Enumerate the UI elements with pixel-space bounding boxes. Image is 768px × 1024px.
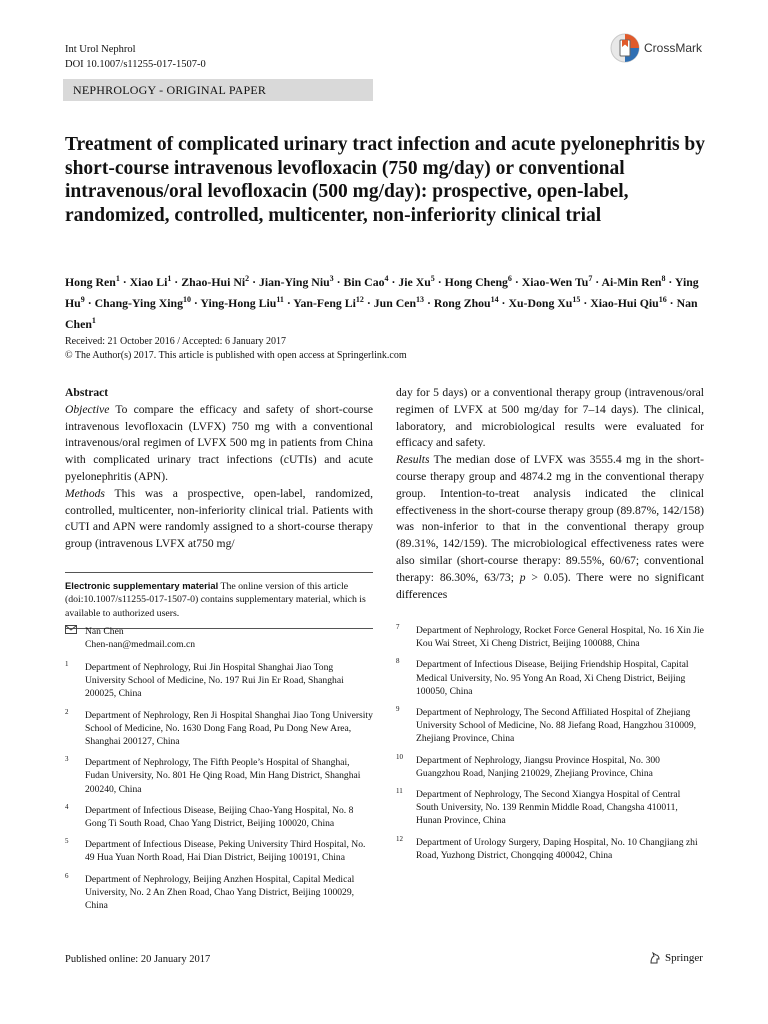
affiliation-text: Department of Infectious Disease, Peking University Third Hospital, No. 49 Hua Yuan North Road, Hai Dian District, Beijing 100191, China (85, 839, 366, 864)
methods-label: Methods (65, 486, 105, 500)
abstract-right-column (396, 385, 704, 603)
affiliation-item (396, 754, 704, 780)
affiliation-item (396, 658, 704, 698)
author-name[interactable]: Zhao-Hui Ni (181, 274, 246, 289)
author-separator: · (580, 295, 591, 310)
author-separator: · (283, 295, 294, 310)
license-text: © The Author(s) 2017. This article is published with open access at Springerlink.com (65, 349, 407, 361)
affiliation-number: 1 (65, 660, 69, 668)
affiliation-text: Department of Nephrology, The Second Affiliated Hospital of Zhejiang University School of Medicine, No. 88 Jiefang Road, Hangzhou 310009, Zhejiang Province, China (416, 707, 697, 745)
contact-row (65, 625, 373, 651)
affiliation-number: 10 (396, 752, 403, 761)
author-affiliation-number: 6 (507, 274, 512, 283)
affiliation-item (396, 788, 704, 828)
author-name[interactable]: Ai-Min Ren (601, 274, 662, 289)
methods-text-right: day for 5 days) or a conventional therapy group (intravenous/oral regimen of LVFX at 500 mg/day for 7–14 days). The clinical, laboratory, and microbiological results were evaluated for efficacy and safety. (396, 386, 704, 450)
author-name[interactable]: Rong Zhou (433, 295, 491, 310)
author-separator: · (666, 295, 677, 310)
article-title: Treatment of complicated urinary tract infection and acute pyelonephritis by short-course intravenous levofloxacin (750 mg/day) or conventional intravenous/oral levofloxacin (500 mg/day): prospective, open-label, randomized, controlled, multicenter, non-inferiority clinical trial (65, 134, 705, 226)
author-affiliation-number: 8 (661, 274, 666, 283)
author-separator: · (171, 274, 182, 289)
author-name[interactable]: Jun Cen (373, 295, 417, 310)
affiliation-number: 3 (65, 755, 69, 764)
results-label: Results (396, 453, 430, 467)
author-list (65, 270, 710, 333)
affiliation-item (65, 838, 373, 864)
affiliation-item (65, 804, 373, 830)
objective-text: To compare the efficacy and safety of short-course intravenous levofloxacin (LVFX) 750 mg with a conventional intravenous/oral regimen of LVFX 500 mg in patients from China with complicated urinary tract infections (cUTIs) and acute pyelonephritis (APN). (65, 402, 373, 483)
author-name[interactable]: Xu-Dong Xu (508, 295, 573, 310)
p-symbol: p (519, 570, 526, 584)
author-separator: · (511, 274, 522, 289)
author-name[interactable]: Ying Hu (65, 274, 699, 310)
author-affiliation-number: 1 (91, 315, 96, 325)
author-affiliation-number: 11 (276, 294, 284, 304)
affiliation-text: Department of Infectious Disease, Beijing Friendship Hospital, Capital Medical University, No. 95 Yong An Road, Xi Cheng District, Beijing 100050, China (416, 659, 689, 697)
affiliation-item (396, 836, 704, 862)
author-separator: · (363, 295, 374, 310)
results-text: The median dose of LVFX was 3555.4 mg in the short-course therapy group and 4874.2 mg in the conventional therapy group. Intention-to-treat analysis indicated the clinical effectiveness in the short-course therapy group (89.87%, 142/158) was non-inferior to that in the conventional therapy group (89.31%, 142/159). The microbiological effectiveness rates were also similar (short-course therapy: 89.55%, 60/67; conventional therapy: 86.30%, 63/73; (396, 453, 704, 584)
author-name[interactable]: Xiao Li (129, 274, 168, 289)
affiliation-text: Department of Infectious Disease, Beijing Chao-Yang Hospital, No. 8 Gong Ti South Road, Chao Yang District, Beijing 100020, China (85, 804, 354, 830)
affiliation-text: Department of Nephrology, The Fifth People’s Hospital of Shanghai, Fudan University, No. 801 He Qing Road, Min Hang District, Shanghai 200240, China (85, 757, 361, 795)
author-name[interactable]: Ying-Hong Liu (200, 295, 277, 310)
abstract-results (396, 452, 704, 603)
affiliation-item (65, 756, 373, 796)
author-affiliation-number: 13 (416, 294, 425, 304)
affiliation-number: 12 (396, 834, 403, 843)
author-affiliation-number: 7 (588, 274, 593, 283)
author-name[interactable]: Yan-Feng Li (293, 295, 356, 310)
author-separator: · (333, 274, 344, 289)
supplementary-rule (65, 572, 373, 573)
crossmark-label: CrossMark (644, 41, 703, 55)
affiliation-number: 8 (396, 657, 400, 666)
affiliation-text: Department of Nephrology, Rui Jin Hospital Shanghai Jiao Tong University School of Medicine, No. 197 Rui Jin Er Road, Shanghai 200025, China (85, 662, 344, 700)
affiliation-text: Department of Nephrology, Ren Ji Hospital Shanghai Jiao Tong University School of Medicine, No. 1630 Dong Fang Road, Pu Dong New Area, Shanghai 200127, China (85, 709, 373, 748)
author-name[interactable]: Bin Cao (343, 274, 385, 289)
author-affiliation-number: 5 (430, 274, 435, 283)
author-name[interactable]: Hong Cheng (444, 274, 508, 289)
author-name[interactable]: Xiao-Wen Tu (521, 274, 589, 289)
affiliation-number: 6 (65, 871, 69, 880)
affiliation-item (396, 706, 704, 746)
author-affiliation-number: 3 (329, 274, 334, 283)
doi-text: DOI 10.1007/s11255-017-1507-0 (65, 59, 206, 70)
author-separator: · (249, 274, 259, 289)
affiliation-text: Department of Urology Surgery, Daping Hospital, No. 10 Changjiang zhi Road, Yuzhong District, Chongqing 400042, China (416, 836, 698, 861)
abstract-left-column (65, 385, 373, 553)
publisher-name: Springer (665, 952, 703, 964)
affiliation-number: 11 (396, 787, 403, 796)
author-affiliation-number: 1 (167, 274, 172, 283)
author-affiliation-number: 9 (80, 294, 85, 304)
author-affiliation-number: 16 (658, 294, 667, 304)
affiliation-number: 2 (65, 707, 69, 716)
contact-email[interactable]: Chen-nan@medmail.com.cn (85, 639, 196, 651)
affiliation-item (65, 661, 373, 701)
author-affiliation-number: 2 (245, 274, 250, 283)
supplementary-text: The online version of this article (doi:10.1007/s11255-017-1507-0) contains supplementary material, which is available to authorized users. (65, 581, 366, 619)
author-affiliation-number: 14 (490, 294, 499, 304)
crossmark-badge[interactable] (610, 33, 702, 63)
published-online: Published online: 20 January 2017 (65, 954, 211, 965)
affiliation-item (396, 624, 704, 650)
author-separator: · (388, 274, 399, 289)
results-text-end: > 0.05). There were no significant differences (396, 570, 704, 601)
author-separator: · (592, 274, 602, 289)
author-affiliation-number: 4 (384, 274, 389, 283)
abstract-methods (65, 486, 373, 553)
objective-label: Objective (65, 402, 110, 416)
supplementary-label: Electronic supplementary material (65, 580, 219, 591)
supplementary-note (65, 572, 373, 629)
journal-name: Int Urol Nephrol (65, 44, 136, 55)
author-name[interactable]: Xiao-Hui Qiu (590, 295, 659, 310)
author-affiliation-number: 12 (355, 294, 364, 304)
author-separator: · (424, 295, 434, 310)
affiliation-text: Department of Nephrology, Beijing Anzhen Hospital, Capital Medical University, No. 2 An Zhen Road, Chao Yang District, Beijing 100029, China (85, 873, 355, 912)
author-separator: · (665, 274, 675, 289)
affiliations-right (396, 624, 704, 870)
corresponding-author (65, 625, 373, 659)
publisher-logo (648, 951, 703, 965)
author-separator: · (498, 295, 509, 310)
author-name[interactable]: Hong Ren (65, 274, 116, 289)
author-separator: · (190, 295, 201, 310)
author-affiliation-number: 15 (572, 294, 581, 304)
section-label: NEPHROLOGY - ORIGINAL PAPER (63, 79, 373, 101)
affiliation-item (65, 873, 373, 913)
affiliation-number: 5 (65, 837, 69, 846)
envelope-icon (65, 625, 77, 639)
author-affiliation-number: 1 (115, 274, 120, 283)
crossmark-icon (610, 33, 640, 63)
author-affiliation-number: 10 (182, 294, 191, 304)
affiliation-text: Department of Nephrology, Jiangsu Province Hospital, No. 300 Guangzhou Road, Nanjing 210029, Zhejiang Province, China (416, 754, 660, 779)
received-accepted: Received: 21 October 2016 / Accepted: 6 January 2017 (65, 336, 287, 347)
affiliation-number: 4 (65, 802, 69, 811)
author-name[interactable]: Jian-Ying Niu (258, 274, 330, 289)
author-name[interactable]: Jie Xu (398, 274, 431, 289)
journal-header (65, 42, 206, 72)
author-separator: · (119, 274, 130, 289)
affiliation-text: Department of Nephrology, Rocket Force General Hospital, No. 16 Xin Jie Kou Wai Street, Xi Cheng District, Beijing 100088, China (416, 625, 704, 650)
springer-horse-icon (648, 951, 662, 965)
author-name[interactable]: Chang-Ying Xing (94, 295, 183, 310)
abstract-objective (65, 402, 373, 486)
affiliation-number: 7 (396, 623, 400, 631)
methods-text-left: This was a prospective, open-label, randomized, controlled, multicenter, non-inferiority clinical trial. Patients with cUTI and APN were randomly assigned to a short-course therapy group (intravenous LVFX at750 mg/ (65, 486, 373, 551)
author-separator: · (84, 295, 95, 310)
affiliation-number: 9 (396, 705, 400, 714)
affiliation-item (65, 709, 373, 749)
article-dates (65, 335, 705, 362)
contact-name: Nan Chen (85, 626, 124, 637)
affiliations-left (65, 661, 373, 920)
author-name[interactable]: Nan Chen (65, 295, 698, 331)
author-separator: · (434, 274, 445, 289)
abstract-heading: Abstract (65, 386, 109, 399)
affiliation-text: Department of Nephrology, The Second Xiangya Hospital of Central South University, No. 139 Renmin Middle Road, Changsha 410011, Hunan Province, China (416, 789, 681, 827)
